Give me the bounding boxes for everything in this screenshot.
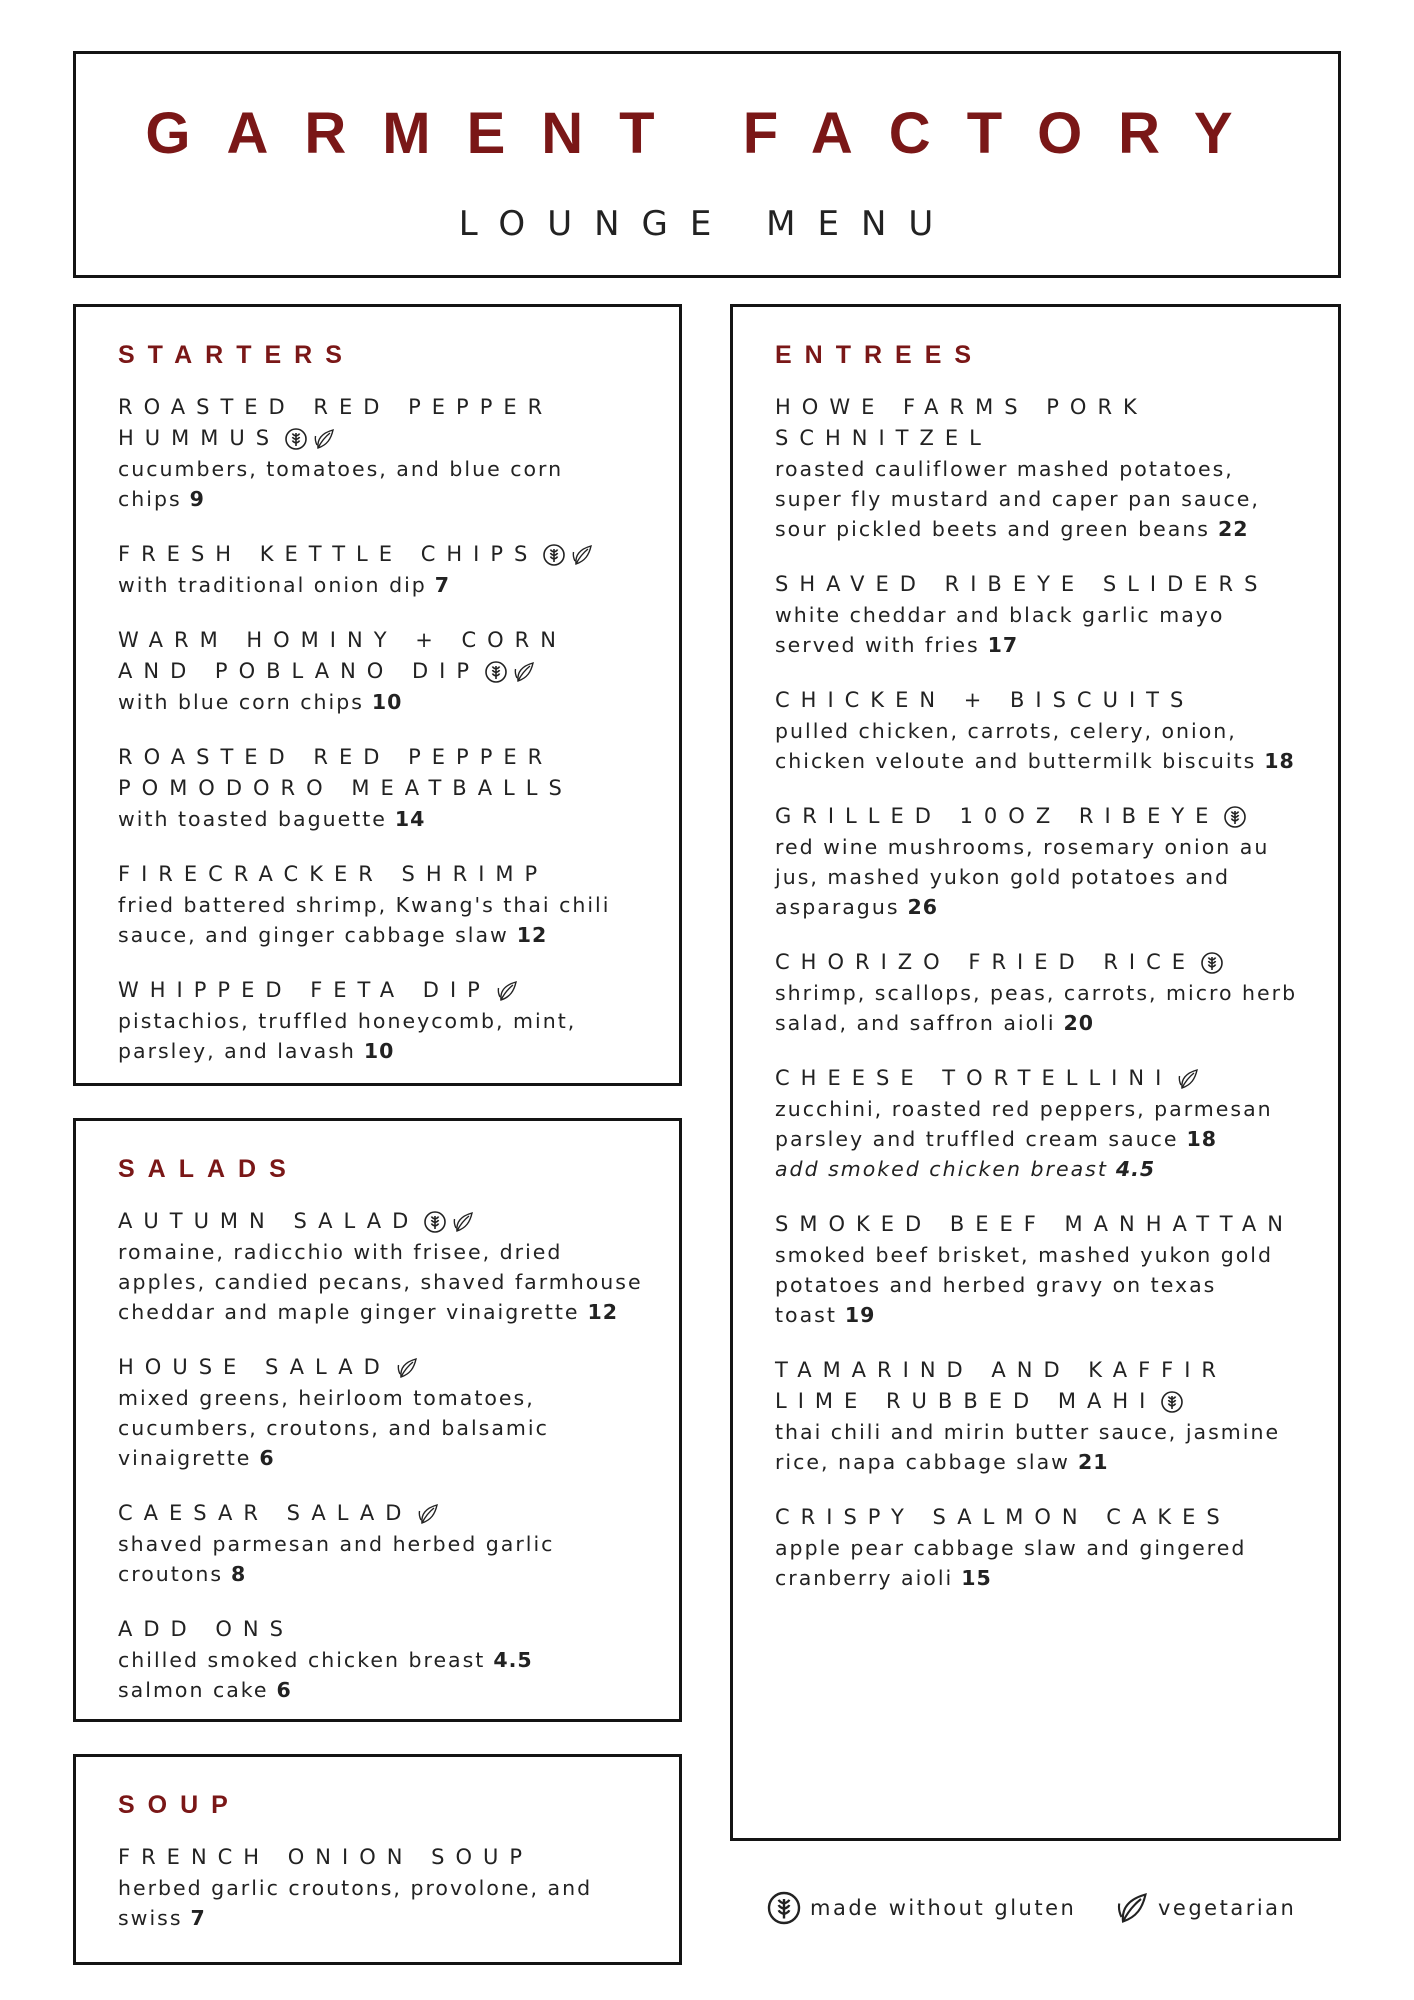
menu-item-description bbox=[118, 804, 649, 834]
menu-item-name-text: CHEESE TORTELLINI bbox=[775, 1066, 1173, 1090]
menu-item-price: 10 bbox=[363, 1039, 395, 1063]
menu-subtitle: LOUNGE MENU bbox=[458, 204, 956, 244]
vegetarian-icon bbox=[416, 1502, 440, 1526]
menu-item-price: 18 bbox=[1186, 1127, 1218, 1151]
menu-item-description bbox=[118, 1237, 649, 1327]
addon-line bbox=[118, 1645, 649, 1675]
menu-item-name-text: FRENCH ONION SOUP bbox=[118, 1845, 534, 1869]
legend-gluten-free-label: made without gluten bbox=[810, 1896, 1077, 1920]
menu-item-description bbox=[118, 454, 649, 514]
menu-item-name bbox=[775, 947, 1308, 978]
menu-item-addon bbox=[775, 1154, 1308, 1184]
addon-line-text: salmon cake bbox=[118, 1678, 269, 1702]
menu-item-description-text: smoked beef brisket, mashed yukon gold potatoes and herbed gravy on texas toast bbox=[775, 1243, 1274, 1327]
menu-item-name bbox=[775, 1355, 1308, 1417]
menu-item-price: 6 bbox=[259, 1446, 275, 1470]
salads-section bbox=[73, 1118, 682, 1722]
menu-item-name bbox=[775, 392, 1308, 454]
menu-item-name-text: ROASTED RED PEPPER HUMMUS bbox=[118, 395, 554, 450]
menu-item-description bbox=[118, 1006, 649, 1066]
menu-item bbox=[775, 1209, 1308, 1330]
menu-item-price: 22 bbox=[1218, 517, 1249, 541]
menu-item-name-text: AUTUMN SALAD bbox=[118, 1209, 420, 1233]
menu-item bbox=[775, 392, 1308, 544]
menu-item-name-text: CRISPY SALMON CAKES bbox=[775, 1505, 1231, 1529]
vegetarian-icon bbox=[1176, 1067, 1200, 1091]
gluten-free-icon bbox=[1160, 1390, 1184, 1414]
gluten-free-icon bbox=[284, 427, 308, 451]
menu-item-name-text: SMOKED BEEF MANHATTAN bbox=[775, 1212, 1295, 1236]
menu-item bbox=[118, 392, 649, 514]
vegetarian-icon bbox=[451, 1210, 475, 1234]
menu-item-name bbox=[775, 569, 1308, 600]
starters-section bbox=[73, 304, 682, 1086]
gluten-free-icon bbox=[423, 1210, 447, 1234]
menu-item-description-text: roasted cauliflower mashed potatoes, super fly mustard and caper pan sauce, sour pickled beets and green beans bbox=[775, 457, 1260, 541]
menu-item-name-text: ROASTED RED PEPPER POMODORO MEATBALLS bbox=[118, 745, 573, 800]
menu-item-description-text: thai chili and mirin butter sauce, jasmine rice, napa cabbage slaw bbox=[775, 1420, 1281, 1474]
menu-item-description-text: with blue corn chips bbox=[118, 690, 364, 714]
menu-item-description-text: fried battered shrimp, Kwang's thai chili sauce, and ginger cabbage slaw bbox=[118, 893, 611, 947]
menu-item bbox=[775, 1355, 1308, 1477]
menu-item-description bbox=[775, 1094, 1308, 1154]
menu-item-description bbox=[775, 1417, 1308, 1477]
menu-item bbox=[775, 1502, 1308, 1593]
menu-item bbox=[118, 625, 649, 717]
menu-item-name bbox=[118, 392, 649, 454]
addons-block bbox=[118, 1614, 649, 1705]
vegetarian-icon bbox=[312, 427, 336, 451]
menu-item-name bbox=[118, 1206, 649, 1237]
menu-item-description bbox=[118, 1383, 649, 1473]
menu-item-description bbox=[775, 716, 1308, 776]
legend bbox=[766, 1890, 1326, 1940]
legend-vegetarian bbox=[1114, 1890, 1296, 1926]
menu-item bbox=[775, 801, 1308, 922]
gluten-free-icon bbox=[484, 660, 508, 684]
menu-item bbox=[775, 569, 1308, 660]
menu-item-description-text: red wine mushrooms, rosemary onion au jus, mashed yukon gold potatoes and asparagus bbox=[775, 835, 1270, 919]
menu-item-description bbox=[118, 687, 649, 717]
menu-item-description-text: cucumbers, tomatoes, and blue corn chips bbox=[118, 457, 564, 511]
menu-item-price: 9 bbox=[189, 487, 205, 511]
salads-title: SALADS bbox=[118, 1155, 299, 1183]
vegetarian-icon bbox=[495, 979, 519, 1003]
soup-title: SOUP bbox=[118, 1791, 241, 1819]
menu-item-description bbox=[775, 978, 1308, 1038]
menu-item-description-text: shrimp, scallops, peas, carrots, micro herb salad, and saffron aioli bbox=[775, 981, 1298, 1035]
vegetarian-icon bbox=[512, 660, 536, 684]
menu-item-addon-price: 4.5 bbox=[1115, 1157, 1156, 1181]
menu-item bbox=[118, 1352, 649, 1473]
menu-item-price: 18 bbox=[1264, 749, 1295, 773]
menu-item-name bbox=[118, 1498, 649, 1529]
vegetarian-icon bbox=[570, 543, 594, 567]
gluten-free-icon bbox=[1200, 951, 1224, 975]
menu-item-description-text: pulled chicken, carrots, celery, onion, chicken veloute and buttermilk biscuits bbox=[775, 719, 1257, 773]
menu-item-name bbox=[118, 539, 649, 570]
addon-line-price: 4.5 bbox=[493, 1648, 533, 1672]
restaurant-name: GARMENT FACTORY bbox=[145, 101, 1269, 166]
menu-item-name-text: HOWE FARMS PORK SCHNITZEL bbox=[775, 395, 1148, 450]
menu-item-name-text: WARM HOMINY + CORN AND POBLANO DIP bbox=[118, 628, 567, 683]
menu-item-name bbox=[118, 859, 649, 890]
menu-item bbox=[118, 859, 649, 950]
menu-item-description-text: romaine, radicchio with frisee, dried apples, candied pecans, shaved farmhouse cheddar and maple ginger vinaigrette bbox=[118, 1240, 643, 1324]
menu-item-description bbox=[775, 832, 1308, 922]
legend-gluten-free bbox=[766, 1890, 1076, 1926]
menu-item-price: 7 bbox=[434, 573, 451, 597]
menu-item-name bbox=[775, 801, 1308, 832]
menu-item-description-text: white cheddar and black garlic mayo served with fries bbox=[775, 603, 1225, 657]
menu-item-name bbox=[118, 975, 649, 1006]
menu-item-description bbox=[775, 454, 1308, 544]
menu-item-description-text: shaved parmesan and herbed garlic croutons bbox=[118, 1532, 555, 1586]
menu-item-description-text: with traditional onion dip bbox=[118, 573, 427, 597]
addon-line-price: 6 bbox=[276, 1678, 292, 1702]
menu-item bbox=[118, 539, 649, 600]
menu-item-name bbox=[775, 685, 1308, 716]
menu-item-description bbox=[775, 600, 1308, 660]
menu-item-name-text: TAMARIND AND KAFFIR LIME RUBBED MAHI bbox=[775, 1358, 1228, 1413]
gluten-free-icon bbox=[542, 543, 566, 567]
addon-line-text: chilled smoked chicken breast bbox=[118, 1648, 486, 1672]
menu-item-description-text: zucchini, roasted red peppers, parmesan parsley and truffled cream sauce bbox=[775, 1097, 1273, 1151]
menu-item-description bbox=[118, 1873, 649, 1933]
addon-line bbox=[118, 1675, 649, 1705]
menu-item-description bbox=[775, 1240, 1308, 1330]
entrees-title: ENTREES bbox=[775, 341, 985, 369]
menu-item-price: 12 bbox=[587, 1300, 619, 1324]
menu-item-price: 20 bbox=[1063, 1011, 1095, 1035]
menu-item-price: 26 bbox=[907, 895, 939, 919]
menu-item-name bbox=[775, 1502, 1308, 1533]
entrees-section bbox=[730, 304, 1341, 1841]
menu-item-price: 14 bbox=[394, 807, 426, 831]
menu-item-name-text: GRILLED 10OZ RIBEYE bbox=[775, 804, 1220, 828]
menu-item-name bbox=[775, 1209, 1308, 1240]
menu-item bbox=[775, 947, 1308, 1038]
soup-section bbox=[73, 1754, 682, 1965]
menu-item-description bbox=[118, 570, 649, 600]
menu-item-name-text: CHORIZO FRIED RICE bbox=[775, 950, 1197, 974]
menu-item-price: 7 bbox=[190, 1906, 206, 1930]
menu-item-price: 12 bbox=[516, 923, 548, 947]
menu-item-name bbox=[775, 1063, 1308, 1094]
menu-item-description-text: herbed garlic croutons, provolone, and swiss bbox=[118, 1876, 593, 1930]
menu-item bbox=[118, 975, 649, 1066]
gluten-free-icon bbox=[766, 1890, 802, 1926]
menu-item-description-text: mixed greens, heirloom tomatoes, cucumbers, croutons, and balsamic vinaigrette bbox=[118, 1386, 549, 1470]
vegetarian-icon bbox=[1114, 1890, 1150, 1926]
menu-item-name-text: CHICKEN + BISCUITS bbox=[775, 688, 1195, 712]
gluten-free-icon bbox=[1223, 805, 1247, 829]
starters-title: STARTERS bbox=[118, 341, 355, 369]
menu-item-name bbox=[118, 742, 649, 804]
menu-item-description-text: with toasted baguette bbox=[118, 807, 387, 831]
menu-item-name-text: SHAVED RIBEYE SLIDERS bbox=[775, 572, 1269, 596]
menu-item-price: 10 bbox=[371, 690, 403, 714]
menu-item-description bbox=[118, 1529, 649, 1589]
menu-item-description-text: pistachios, truffled honeycomb, mint, parsley, and lavash bbox=[118, 1009, 577, 1063]
menu-item-name-text: CAESAR SALAD bbox=[118, 1501, 413, 1525]
menu-item-description-text: apple pear cabbage slaw and gingered cranberry aioli bbox=[775, 1536, 1247, 1590]
menu-item-description bbox=[118, 890, 649, 950]
menu-item bbox=[118, 1842, 649, 1933]
menu-item-name bbox=[118, 1842, 649, 1873]
menu-item-addon-text: add smoked chicken breast bbox=[775, 1157, 1108, 1181]
menu-item-price: 21 bbox=[1077, 1450, 1109, 1474]
vegetarian-icon bbox=[395, 1356, 419, 1380]
menu-item-name bbox=[118, 625, 649, 687]
menu-item-price: 15 bbox=[961, 1566, 992, 1590]
menu-header bbox=[73, 51, 1341, 278]
menu-item-price: 8 bbox=[231, 1562, 247, 1586]
menu-item bbox=[775, 685, 1308, 776]
addons-title: ADD ONS bbox=[118, 1617, 294, 1641]
menu-item-name-text: WHIPPED FETA DIP bbox=[118, 978, 491, 1002]
menu-item bbox=[118, 1498, 649, 1589]
menu-item-name-text: HOUSE SALAD bbox=[118, 1355, 391, 1379]
menu-item bbox=[118, 742, 649, 834]
menu-item-price: 19 bbox=[844, 1303, 876, 1327]
menu-item bbox=[775, 1063, 1308, 1184]
menu-item bbox=[118, 1206, 649, 1327]
menu-item-description bbox=[775, 1533, 1308, 1593]
menu-item-name-text: FRESH KETTLE CHIPS bbox=[118, 542, 539, 566]
legend-vegetarian-label: vegetarian bbox=[1158, 1896, 1297, 1920]
menu-item-name-text: FIRECRACKER SHRIMP bbox=[118, 862, 549, 886]
menu-item-price: 17 bbox=[987, 633, 1019, 657]
menu-item-name bbox=[118, 1352, 649, 1383]
